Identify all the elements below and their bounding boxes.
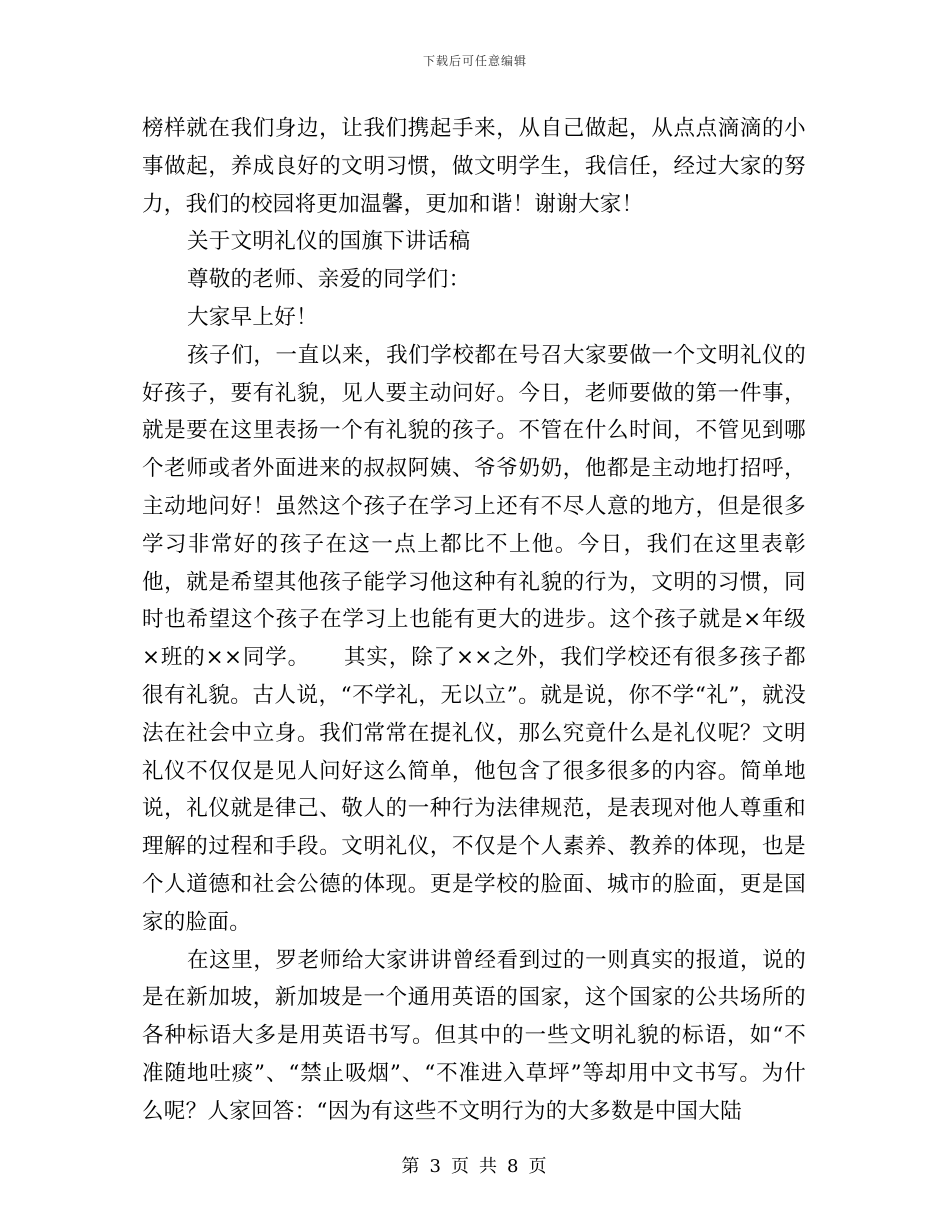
document-body [142, 110, 806, 1131]
footer-prefix: 第 [401, 1156, 422, 1177]
paragraph-singapore: 在这里，罗老师给大家讲讲曾经看到过的一则真实的报道，说的是在新加坡，新加坡是一个通用英语的国家，这个国家的公共场所的各种标语大多是用英语书写。但其中的一些文明礼貌的标语，如“不准随地吐痰”、“禁止吸烟”、“不准进入草坪”等却用中文书写。为什么呢？人家回答：“因为有这些不文明行为的大多数是中国大陆 [142, 947, 806, 1124]
page-header: 下载后可任意编辑 [422, 54, 527, 68]
salutation: 尊敬的老师、亲爱的同学们： [187, 267, 471, 293]
footer-page-word: 页 [451, 1156, 471, 1177]
greeting: 大家早上好！ [187, 304, 318, 330]
paragraph-closing: 榜样就在我们身边，让我们携起手来，从自己做起，从点点滴滴的小事做起，养成良好的文明习惯，做文明学生，我信任，经过大家的努力，我们的校园将更加温馨，更加和谐！谢谢大家！ [142, 116, 806, 217]
footer-suffix: 页 [528, 1156, 549, 1177]
footer-total-word: 共 [479, 1156, 499, 1177]
footer-total-pages: 8 [507, 1156, 521, 1177]
page-footer [0, 1152, 950, 1178]
speech-title: 关于文明礼仪的国旗下讲话稿 [187, 229, 471, 255]
footer-current-page: 3 [429, 1156, 443, 1177]
paragraph-main: 孩子们，一直以来，我们学校都在号召大家要做一个文明礼仪的好孩子，要有礼貌，见人要主动问好。今日，老师要做的第一件事，就是要在这里表扬一个有礼貌的孩子。不管在什么时间，不管见到哪个老师或者外面进来的叔叔阿姨、爷爷奶奶，他都是主动地打招呼，主动地问好！虽然这个孩子在学习上还有不尽人意的地方，但是很多学习非常好的孩子在这一点上都比不上他。今日，我们在这里表彰他，就是希望其他孩子能学习他这种有礼貌的行为，文明的习惯，同时也希望这个孩子在学习上也能有更大的进步。这个孩子就是×年级×班的××同学。 其实，除了××之外，我们学校还有很多孩子都很有礼貌。古人说，“不学礼，无以立”。就是说，你不学“礼”，就没法在社会中立身。我们常常在提礼仪，那么究竟什么是礼仪呢？文明礼仪不仅仅是见人问好这么简单，他包含了很多很多的内容。简单地说，礼仪就是律己、敬人的一种行为法律规范，是表现对他人尊重和理解的过程和手段。文明礼仪，不仅是个人素养、教养的体现，也是个人道德和社会公德的体现。更是学校的脸面、城市的脸面，更是国家的脸面。 [142, 342, 806, 935]
